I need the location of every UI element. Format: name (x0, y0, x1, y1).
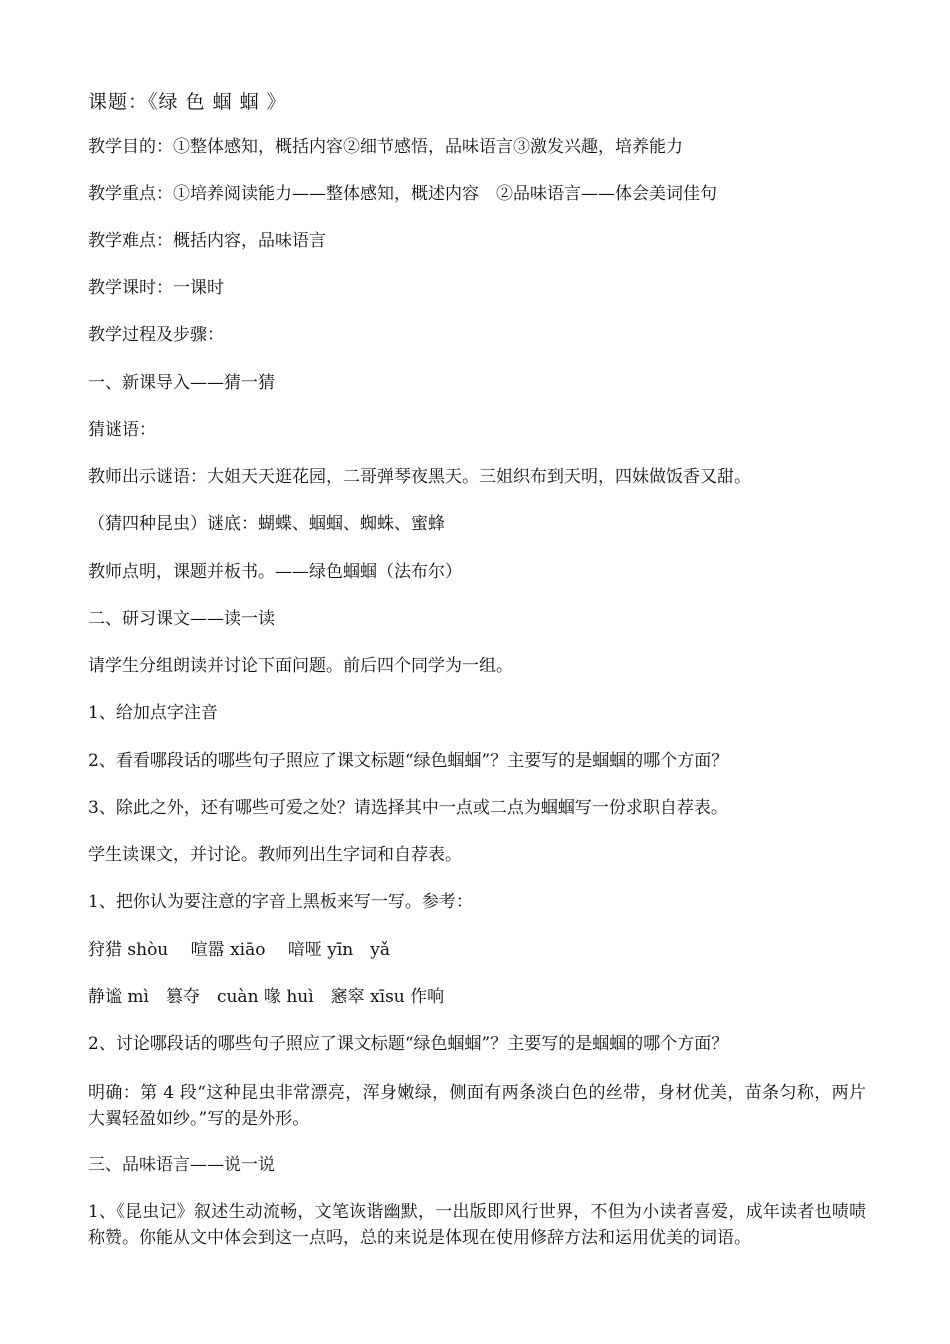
pinyin-line-1: 狩猎 shòu 喧嚣 xiāo 喑哑 yīn yǎ (88, 940, 390, 960)
lesson-title: 课题：《绿 色 蝈 蝈 》 (88, 91, 287, 113)
answer-2-heading: 2、讨论哪段话的哪些句子照应了课文标题“绿色蝈蝈”？主要写的是蝈蝈的哪个方面？ (88, 1034, 729, 1054)
class-hours: 教学课时：一课时 (88, 278, 224, 298)
riddle-text: 教师出示谜语：大姐天天逛花园，二哥弹琴夜黑天。三姐织布到天明，四妹做饭香又甜。 (88, 467, 751, 487)
section-3-heading: 三、品味语言——说一说 (88, 1155, 275, 1175)
question-2: 2、看看哪段话的哪些句子照应了课文标题“绿色蝈蝈”？主要写的是蝈蝈的哪个方面？ (88, 751, 729, 771)
answer-2-paragraph: 明确：第 4 段“这种昆虫非常漂亮，浑身嫩绿，侧面有两条淡白色的丝带，身材优美，苗条匀称，两片大翼轻盈如纱。”写的是外形。 (88, 1083, 866, 1129)
section-1-heading: 一、新课导入——猜一猜 (88, 373, 275, 393)
teaching-difficulties: 教学难点：概括内容，品味语言 (88, 231, 326, 251)
answer-1-heading: 1、把你认为要注意的字音上黑板来写一写。参考： (88, 892, 473, 912)
riddle-label: 猜谜语： (88, 420, 156, 440)
process-heading: 教学过程及步骤： (88, 325, 224, 345)
question-3: 3、除此之外，还有哪些可爱之处？请选择其中一点或二点为蝈蝈写一份求职自荐表。 (88, 798, 728, 818)
teaching-objective: 教学目的：①整体感知，概括内容②细节感悟，品味语言③激发兴趣，培养能力 (88, 137, 683, 157)
student-activity: 学生读课文，并讨论。教师列出生字词和自荐表。 (88, 845, 462, 865)
section-2-heading: 二、研习课文——读一读 (88, 609, 275, 629)
group-instruction: 请学生分组朗读并讨论下面问题。前后四个同学为一组。 (88, 656, 513, 676)
teaching-key-points: 教学重点：①培养阅读能力——整体感知，概述内容 ②品味语言——体会美词佳句 (88, 184, 717, 204)
language-question-1: 1、《昆虫记》叙述生动流畅，文笔诙谐幽默，一出版即风行世界，不但为小读者喜爱，成年读者也啧啧称赞。你能从文中体会到这一点吗，总的来说是体现在使用修辞方法和运用优美的词语。 (88, 1202, 866, 1248)
question-1: 1、给加点字注音 (88, 703, 218, 723)
pinyin-line-2: 静谧 mì 篡夺 cuàn 喙 huì 窸窣 xīsu 作响 (88, 987, 445, 1007)
riddle-answer: （猜四种昆虫）谜底：蝴蝶、蝈蝈、蜘蛛、蜜蜂 (88, 514, 445, 534)
teacher-note: 教师点明，课题并板书。——绿色蝈蝈（法布尔） (88, 562, 462, 582)
